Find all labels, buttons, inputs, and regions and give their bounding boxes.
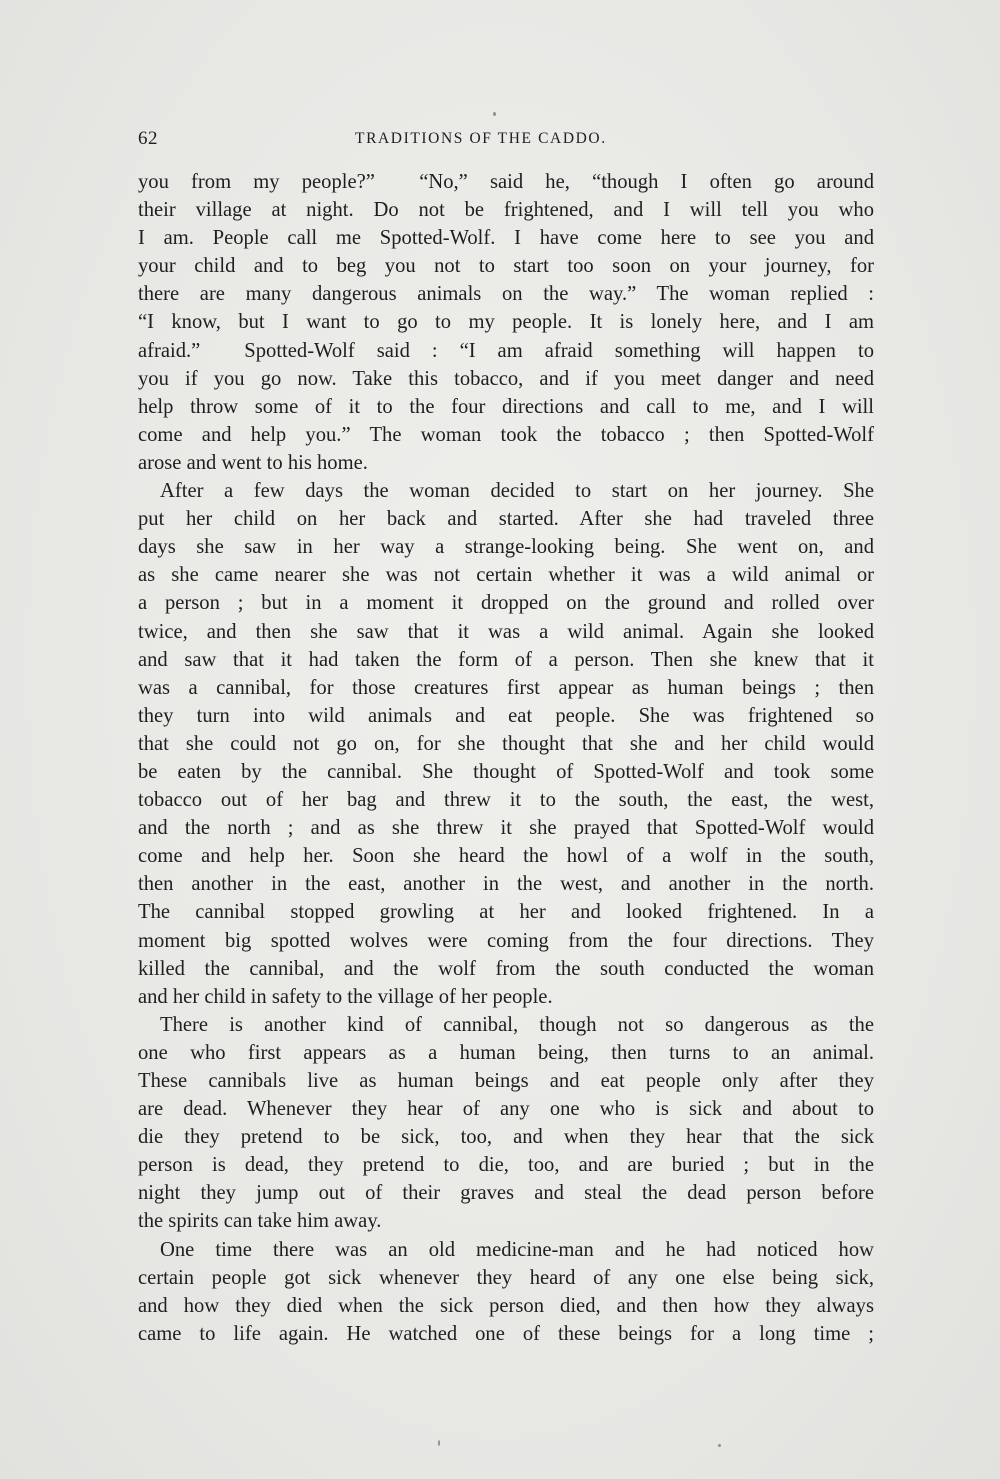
- text-line: put her child on her back and started. After she had traveled three: [138, 508, 874, 531]
- text-line: came to life again. He watched one of these beings for a long time ;: [138, 1322, 874, 1345]
- text-line: be eaten by the cannibal. She thought of Spotted-Wolf and took some: [138, 760, 874, 783]
- text-line: you from my people?” “No,” said he, “though I often go around: [138, 171, 874, 193]
- text-line: person is dead, they pretend to die, too, and are buried ; but in the: [138, 1154, 874, 1177]
- text-line: One time there was an old medicine-man and he had noticed how: [160, 1238, 874, 1261]
- page-speck: [718, 1444, 721, 1447]
- text-line: come and help her. Soon she heard the howl of a wolf in the south,: [138, 845, 874, 868]
- text-line: certain people got sick whenever they heard of any one else being sick,: [138, 1266, 874, 1289]
- text-line: and saw that it had taken the form of a person. Then she knew that it: [138, 648, 874, 671]
- text-line: they turn into wild animals and eat people. She was frightened so: [138, 704, 874, 727]
- text-line: that she could not go on, for she thought that she and her child would: [138, 732, 874, 755]
- page-speck: [493, 112, 496, 116]
- text-line: arose and went to his home.: [138, 451, 368, 474]
- text-line: die they pretend to be sick, too, and when they hear that the sick: [138, 1126, 874, 1149]
- text-line: moment big spotted wolves were coming from the four directions. They: [138, 929, 874, 952]
- text-line: then another in the east, another in the west, and another in the north.: [138, 873, 874, 896]
- text-line: These cannibals live as human beings and eat people only after they: [138, 1070, 874, 1092]
- text-line: was a cannibal, for those creatures first appear as human beings ; then: [138, 676, 874, 699]
- text-line: “I know, but I want to go to my people. It is lonely here, and I am: [138, 311, 874, 334]
- text-line: twice, and then she saw that it was a wild animal. Again she looked: [138, 620, 874, 643]
- text-line: night they jump out of their graves and steal the dead person before: [138, 1182, 874, 1205]
- text-line: the spirits can take him away.: [138, 1210, 382, 1233]
- text-line: one who first appears as a human being, then turns to an animal.: [138, 1041, 874, 1064]
- text-line: are dead. Whenever they hear of any one who is sick and about to: [138, 1098, 874, 1121]
- paragraph: [138, 168, 874, 477]
- paragraph: [138, 1236, 874, 1348]
- paragraph: [138, 477, 874, 1011]
- text-line: as she came nearer she was not certain whether it was a wild animal or: [138, 564, 874, 587]
- page-number: 62: [138, 128, 158, 149]
- text-line: come and help you.” The woman took the tobacco ; then Spotted-Wolf: [138, 423, 874, 446]
- text-line: killed the cannibal, and the wolf from the south conducted the woman: [138, 957, 874, 980]
- running-head: TRADITIONS OF THE CADDO.: [355, 130, 607, 147]
- text-line: There is another kind of cannibal, though not so dangerous as the: [160, 1013, 874, 1036]
- text-line: I am. People call me Spotted-Wolf. I have come here to see you and: [138, 227, 874, 250]
- text-line: and the north ; and as she threw it she prayed that Spotted-Wolf would: [138, 817, 874, 840]
- body-text: [138, 168, 874, 1348]
- text-line: your child and to beg you not to start too soon on your journey, for: [138, 255, 874, 278]
- text-line: their village at night. Do not be frightened, and I will tell you who: [138, 199, 874, 222]
- text-line: and her child in safety to the village of her people.: [138, 985, 553, 1008]
- text-line: afraid.” Spotted-Wolf said : “I am afraid something will happen to: [138, 339, 874, 362]
- text-line: After a few days the woman decided to start on her journey. She: [160, 480, 874, 503]
- page-header: [138, 128, 878, 156]
- page-speck: [438, 1440, 440, 1446]
- text-line: days she saw in her way a strange-looking being. She went on, and: [138, 536, 874, 559]
- text-line: tobacco out of her bag and threw it to the south, the east, the west,: [138, 789, 874, 812]
- text-line: a person ; but in a moment it dropped on the ground and rolled over: [138, 592, 874, 615]
- text-line: help throw some of it to the four directions and call to me, and I will: [138, 395, 874, 418]
- text-line: you if you go now. Take this tobacco, and if you meet danger and need: [138, 367, 874, 390]
- text-line: The cannibal stopped growling at her and looked frightened. In a: [138, 901, 874, 924]
- paragraph: [138, 1011, 874, 1236]
- text-line: and how they died when the sick person died, and then how they always: [138, 1294, 874, 1317]
- text-line: there are many dangerous animals on the way.” The woman replied :: [138, 283, 874, 306]
